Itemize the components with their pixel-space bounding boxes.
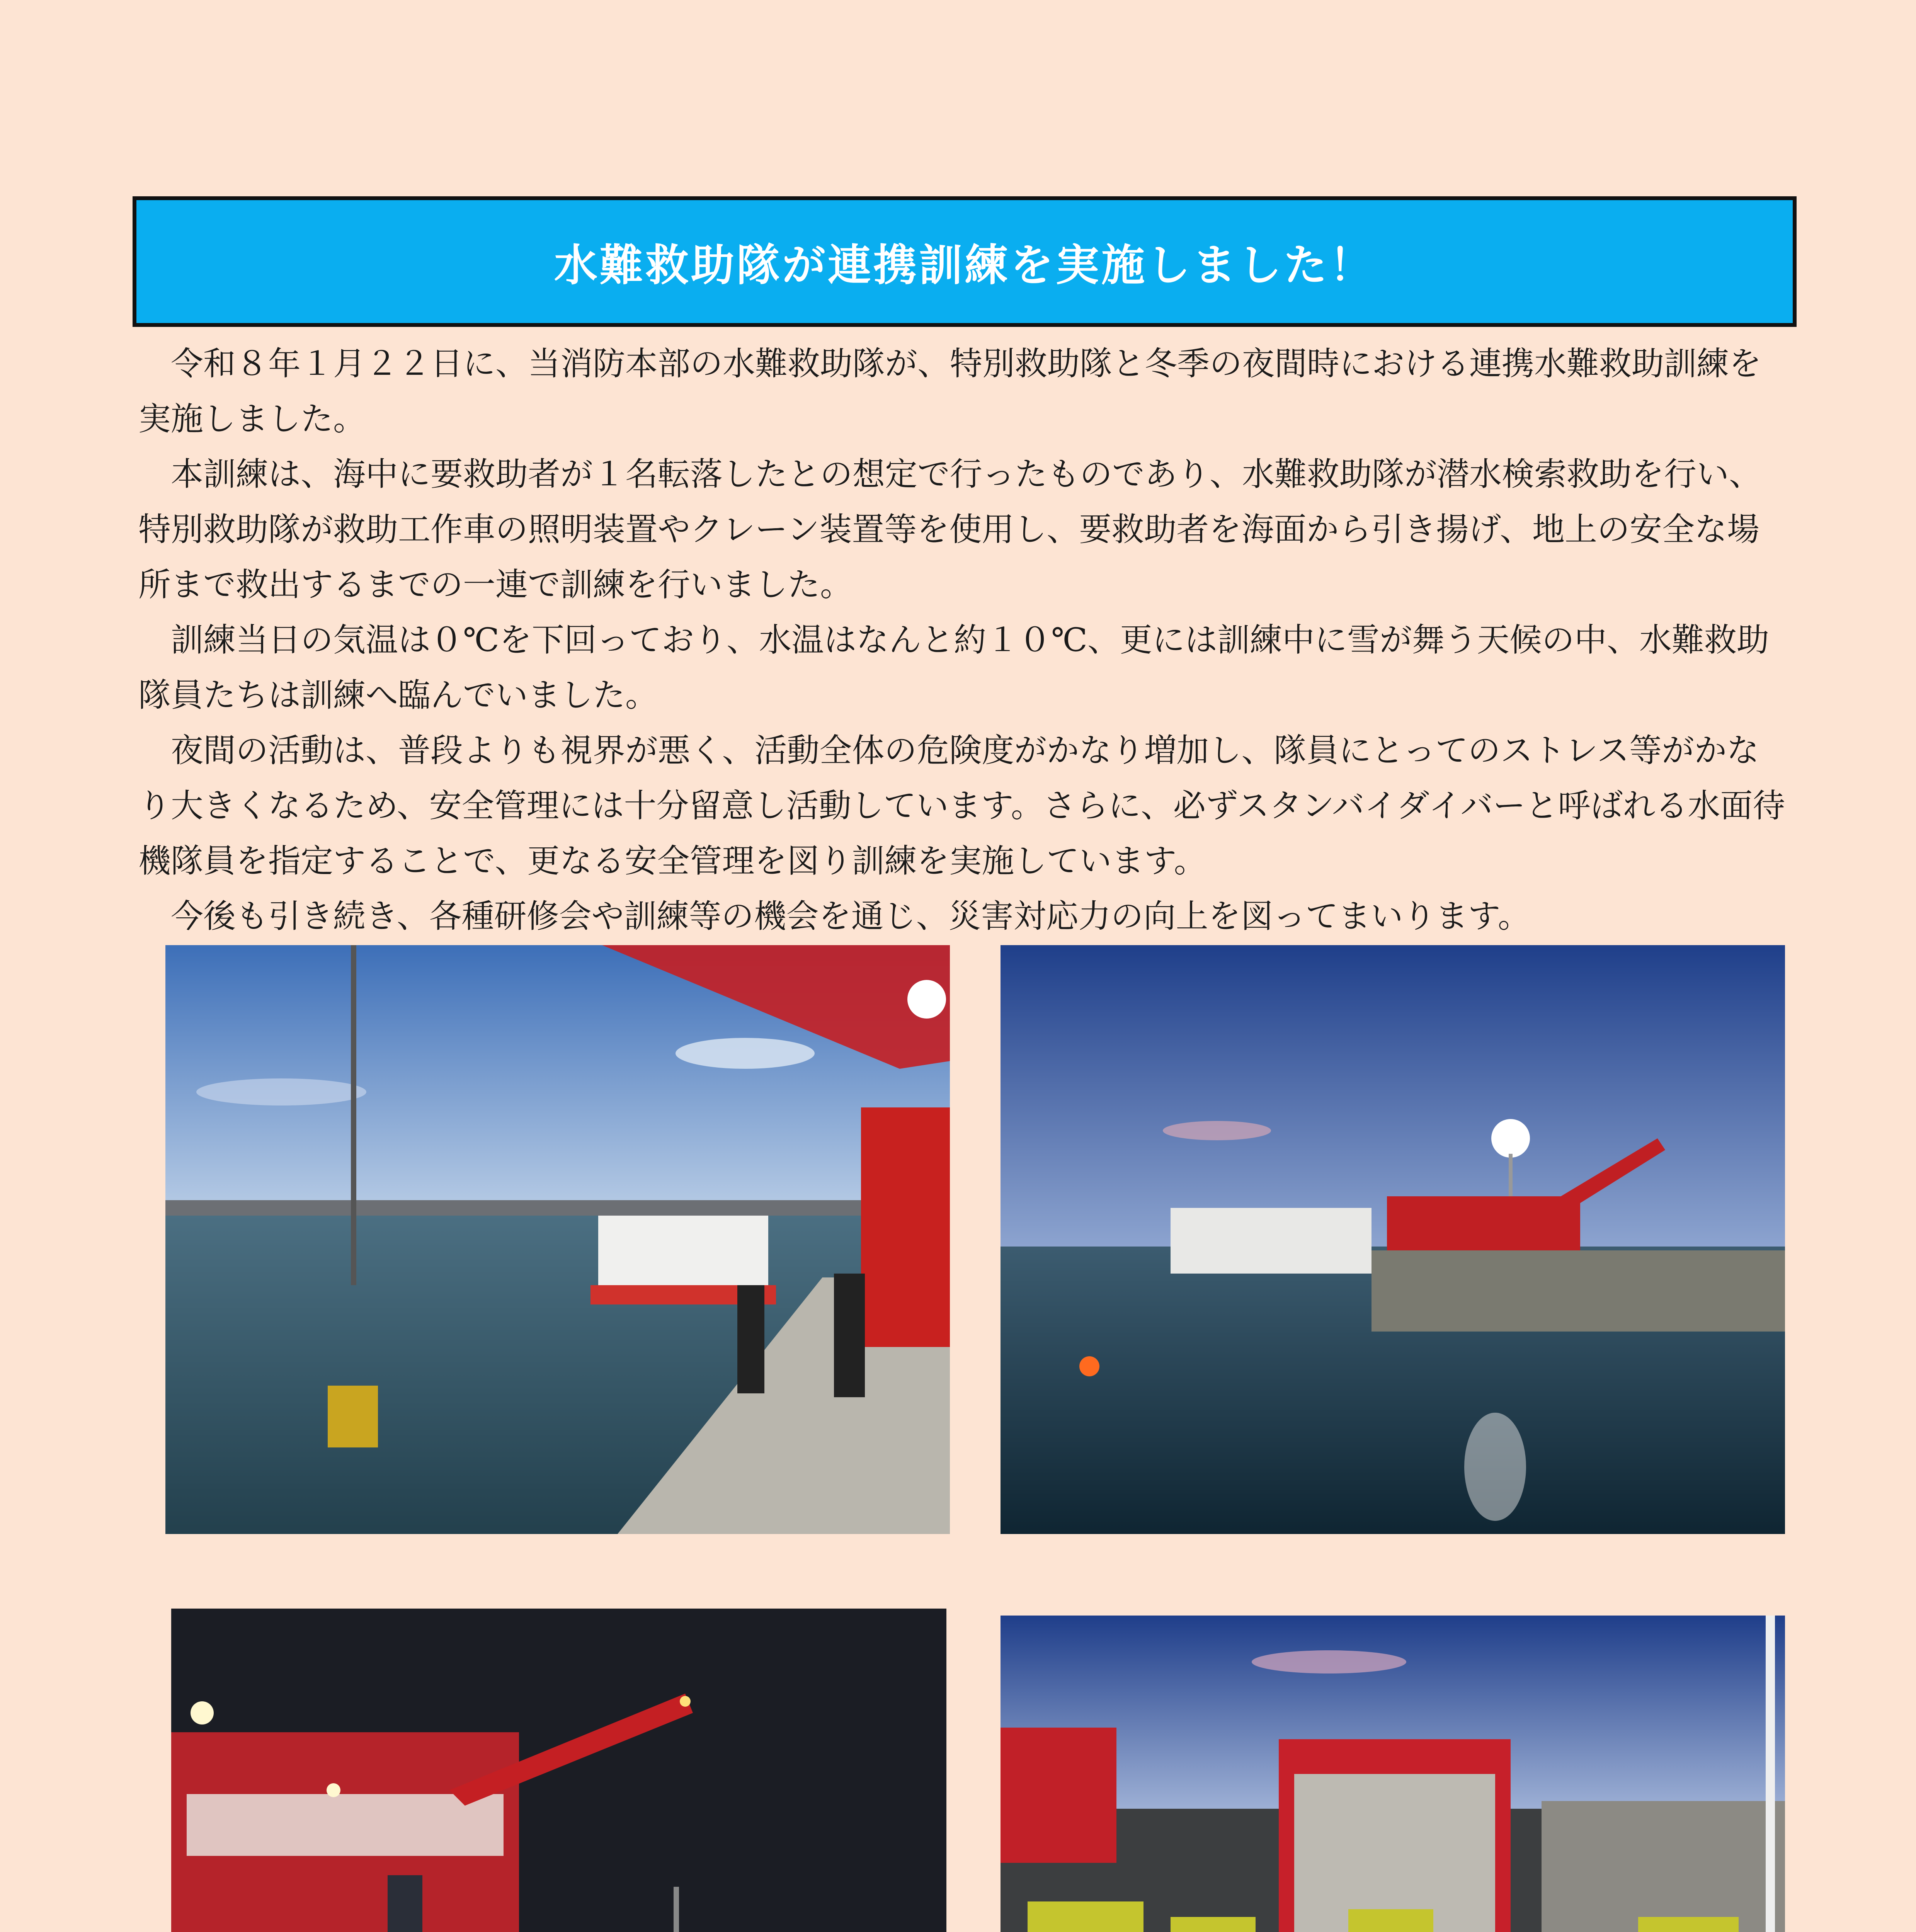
paragraph: 夜間の活動は、普段よりも視界が悪く、活動全体の危険度がかなり増加し、隊員にとってのストレス等がかなり大きくなるため、安全管理には十分留意し活動しています。さらに、必ずスタンバイダイバーと呼ばれる水面待機隊員を指定することで、更なる安全管理を図り訓練を実施しています。 bbox=[138, 731, 1785, 880]
photo-crane-rescue-dusk bbox=[165, 945, 950, 1534]
page-title-banner bbox=[133, 196, 1797, 327]
paragraph: 令和８年１月２２日に、当消防本部の水難救助隊が、特別救助隊と冬季の夜間時における連携水難救助訓練を実施しました。 bbox=[138, 345, 1762, 438]
paragraph: 本訓練は、海中に要救助者が１名転落したとの想定で行ったものであり、水難救助隊が潜水検索救助を行い、特別救助隊が救助工作車の照明装置やクレーン装置等を使用し、要救助者を海面から引き揚げ、地上の安全な場所まで救出するまでの一連で訓練を行いました。 bbox=[138, 455, 1762, 604]
photo-divers-briefing bbox=[1001, 1616, 1785, 1932]
paragraph: 訓練当日の気温は０℃を下回っており、水温はなんと約１０℃、更には訓練中に雪が舞う天候の中、水難救助隊員たちは訓練へ臨んでいました。 bbox=[138, 621, 1769, 714]
photo-harbor-floodlight bbox=[1001, 945, 1785, 1534]
page-title: 水難救助隊が連携訓練を実施しました！ bbox=[554, 240, 1375, 291]
article-body bbox=[138, 336, 1785, 944]
paragraph: 今後も引き続き、各種研修会や訓練等の機会を通じ、災害対応力の向上を図ってまいります。 bbox=[171, 897, 1530, 935]
photo-night-crane-operation bbox=[171, 1609, 946, 1932]
